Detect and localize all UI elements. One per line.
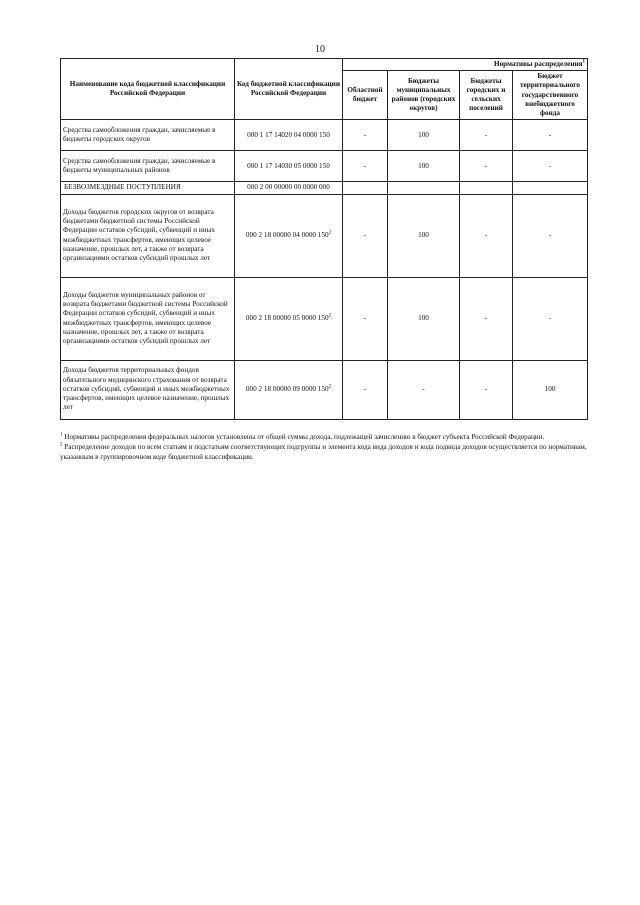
footnote — [60, 442, 587, 462]
header-settlement-budgets: Бюджеты городских и сельских поселений — [460, 71, 513, 120]
row-code-text: 000 2 18 00000 05 0000 150 — [245, 313, 329, 322]
row-name: Средства самообложения граждан, зачисляемые в бюджеты муниципальных районов — [61, 151, 235, 182]
row-value-regional: - — [343, 360, 388, 419]
table-row — [61, 277, 588, 360]
row-name: Доходы бюджетов муниципальных районов от возврата бюджетами бюджетной системы Российской Федерации остатков субсидий, субвенций и иных межбюджетных трансфертов, имеющих целевое назначение, прошлых лет, а также от возврата организациями остатков субсидий прошлых лет — [61, 277, 235, 360]
header-name-column: Наименование кода бюджетной классификации Российской Федерации — [61, 59, 235, 120]
page-number: 10 — [315, 44, 325, 55]
row-value-fund: - — [513, 277, 588, 360]
row-code-text: 000 1 17 14020 04 0000 150 — [247, 130, 330, 139]
revenue-distribution-table — [60, 58, 588, 420]
row-value-settlement — [460, 182, 513, 194]
row-value-fund — [513, 182, 588, 194]
table-row — [61, 360, 588, 419]
section-name: БЕЗВОЗМЕЗДНЫЕ ПОСТУПЛЕНИЯ — [61, 182, 235, 194]
row-code-text: 000 1 17 14030 05 0000 150 — [247, 161, 330, 170]
row-value-fund: - — [513, 151, 588, 182]
row-value-fund: - — [513, 194, 588, 277]
row-value-settlement: - — [460, 360, 513, 419]
header-code-column: Код бюджетной классификации Российской Федерации — [235, 59, 343, 120]
row-value-municipal: 100 — [388, 194, 460, 277]
row-code — [235, 194, 343, 277]
row-value-municipal — [388, 182, 460, 194]
row-value-settlement: - — [460, 151, 513, 182]
footnotes — [60, 432, 587, 462]
row-value-municipal: 100 — [388, 120, 460, 151]
table-row — [61, 120, 588, 151]
row-code-footnote-mark: 2 — [328, 313, 332, 319]
header-extrabudgetary-fund: Бюджет территориального государственного внебюджетного фонда — [513, 71, 588, 120]
footnote-mark: 1 — [60, 432, 63, 438]
row-code — [235, 120, 343, 151]
footnote-text: Нормативы распределения федеральных налогов установлены от общей суммы дохода, подлежащей зачислению в бюджет субъекта Российской Федерации. — [64, 433, 545, 441]
header-norms-footnote-mark: 1 — [582, 59, 586, 65]
footnote-mark: 2 — [60, 442, 63, 448]
row-value-regional: - — [343, 120, 388, 151]
row-value-settlement: - — [460, 277, 513, 360]
footnote-text: Распределение доходов по всем статьям и подстатьям соответствующих подгруппы и элемента кода вида доходов и кода подвида доходов осуществляется по нормативам, указанным в группировочном коде бюджетной классификации. — [60, 443, 587, 462]
section-code — [235, 182, 343, 194]
row-code — [235, 277, 343, 360]
row-code — [235, 151, 343, 182]
row-value-fund: 100 — [513, 360, 588, 419]
row-value-municipal: 100 — [388, 277, 460, 360]
row-name: Доходы бюджетов городских округов от возврата бюджетами бюджетной системы Российской Федерации остатков субсидий, субвенций и иных межбюджетных трансфертов, имеющих целевое назначение, прошлых лет, а также от возврата организациями остатков субсидий прошлых лет — [61, 194, 235, 277]
header-regional-budget: Областной бюджет — [343, 71, 388, 120]
row-value-settlement: - — [460, 194, 513, 277]
header-municipal-budgets: Бюджеты муниципальных районов (городских округов) — [388, 71, 460, 120]
row-value-regional — [343, 182, 388, 194]
header-norms-group — [343, 59, 588, 71]
row-code-text: 000 2 18 00000 04 0000 150 — [245, 230, 329, 239]
row-value-regional: - — [343, 151, 388, 182]
row-code-footnote-mark: 2 — [328, 384, 332, 390]
table-row — [61, 194, 588, 277]
row-value-fund: - — [513, 120, 588, 151]
row-code — [235, 360, 343, 419]
row-value-settlement: - — [460, 120, 513, 151]
row-name: Доходы бюджетов территориальных фондов обязательного медицинского страхования от возврата остатков субсидий, субвенций и иных межбюджетных трансфертов, имеющих целевое назначение, прошлых лет — [61, 360, 235, 419]
footnote — [60, 432, 587, 442]
section-code-text: 000 2 00 00000 00 0000 000 — [247, 183, 330, 192]
row-value-municipal: - — [388, 360, 460, 419]
row-value-regional: - — [343, 277, 388, 360]
row-code-footnote-mark: 2 — [328, 230, 332, 236]
row-name: Средства самообложения граждан, зачисляемые в бюджеты городских округов — [61, 120, 235, 151]
row-code-text: 000 2 18 00000 09 0000 150 — [245, 384, 329, 393]
table-row — [61, 151, 588, 182]
row-value-regional: - — [343, 194, 388, 277]
table-section-row — [61, 182, 588, 194]
header-norms-group-label: Нормативы распределения — [494, 60, 583, 68]
row-value-municipal: 100 — [388, 151, 460, 182]
